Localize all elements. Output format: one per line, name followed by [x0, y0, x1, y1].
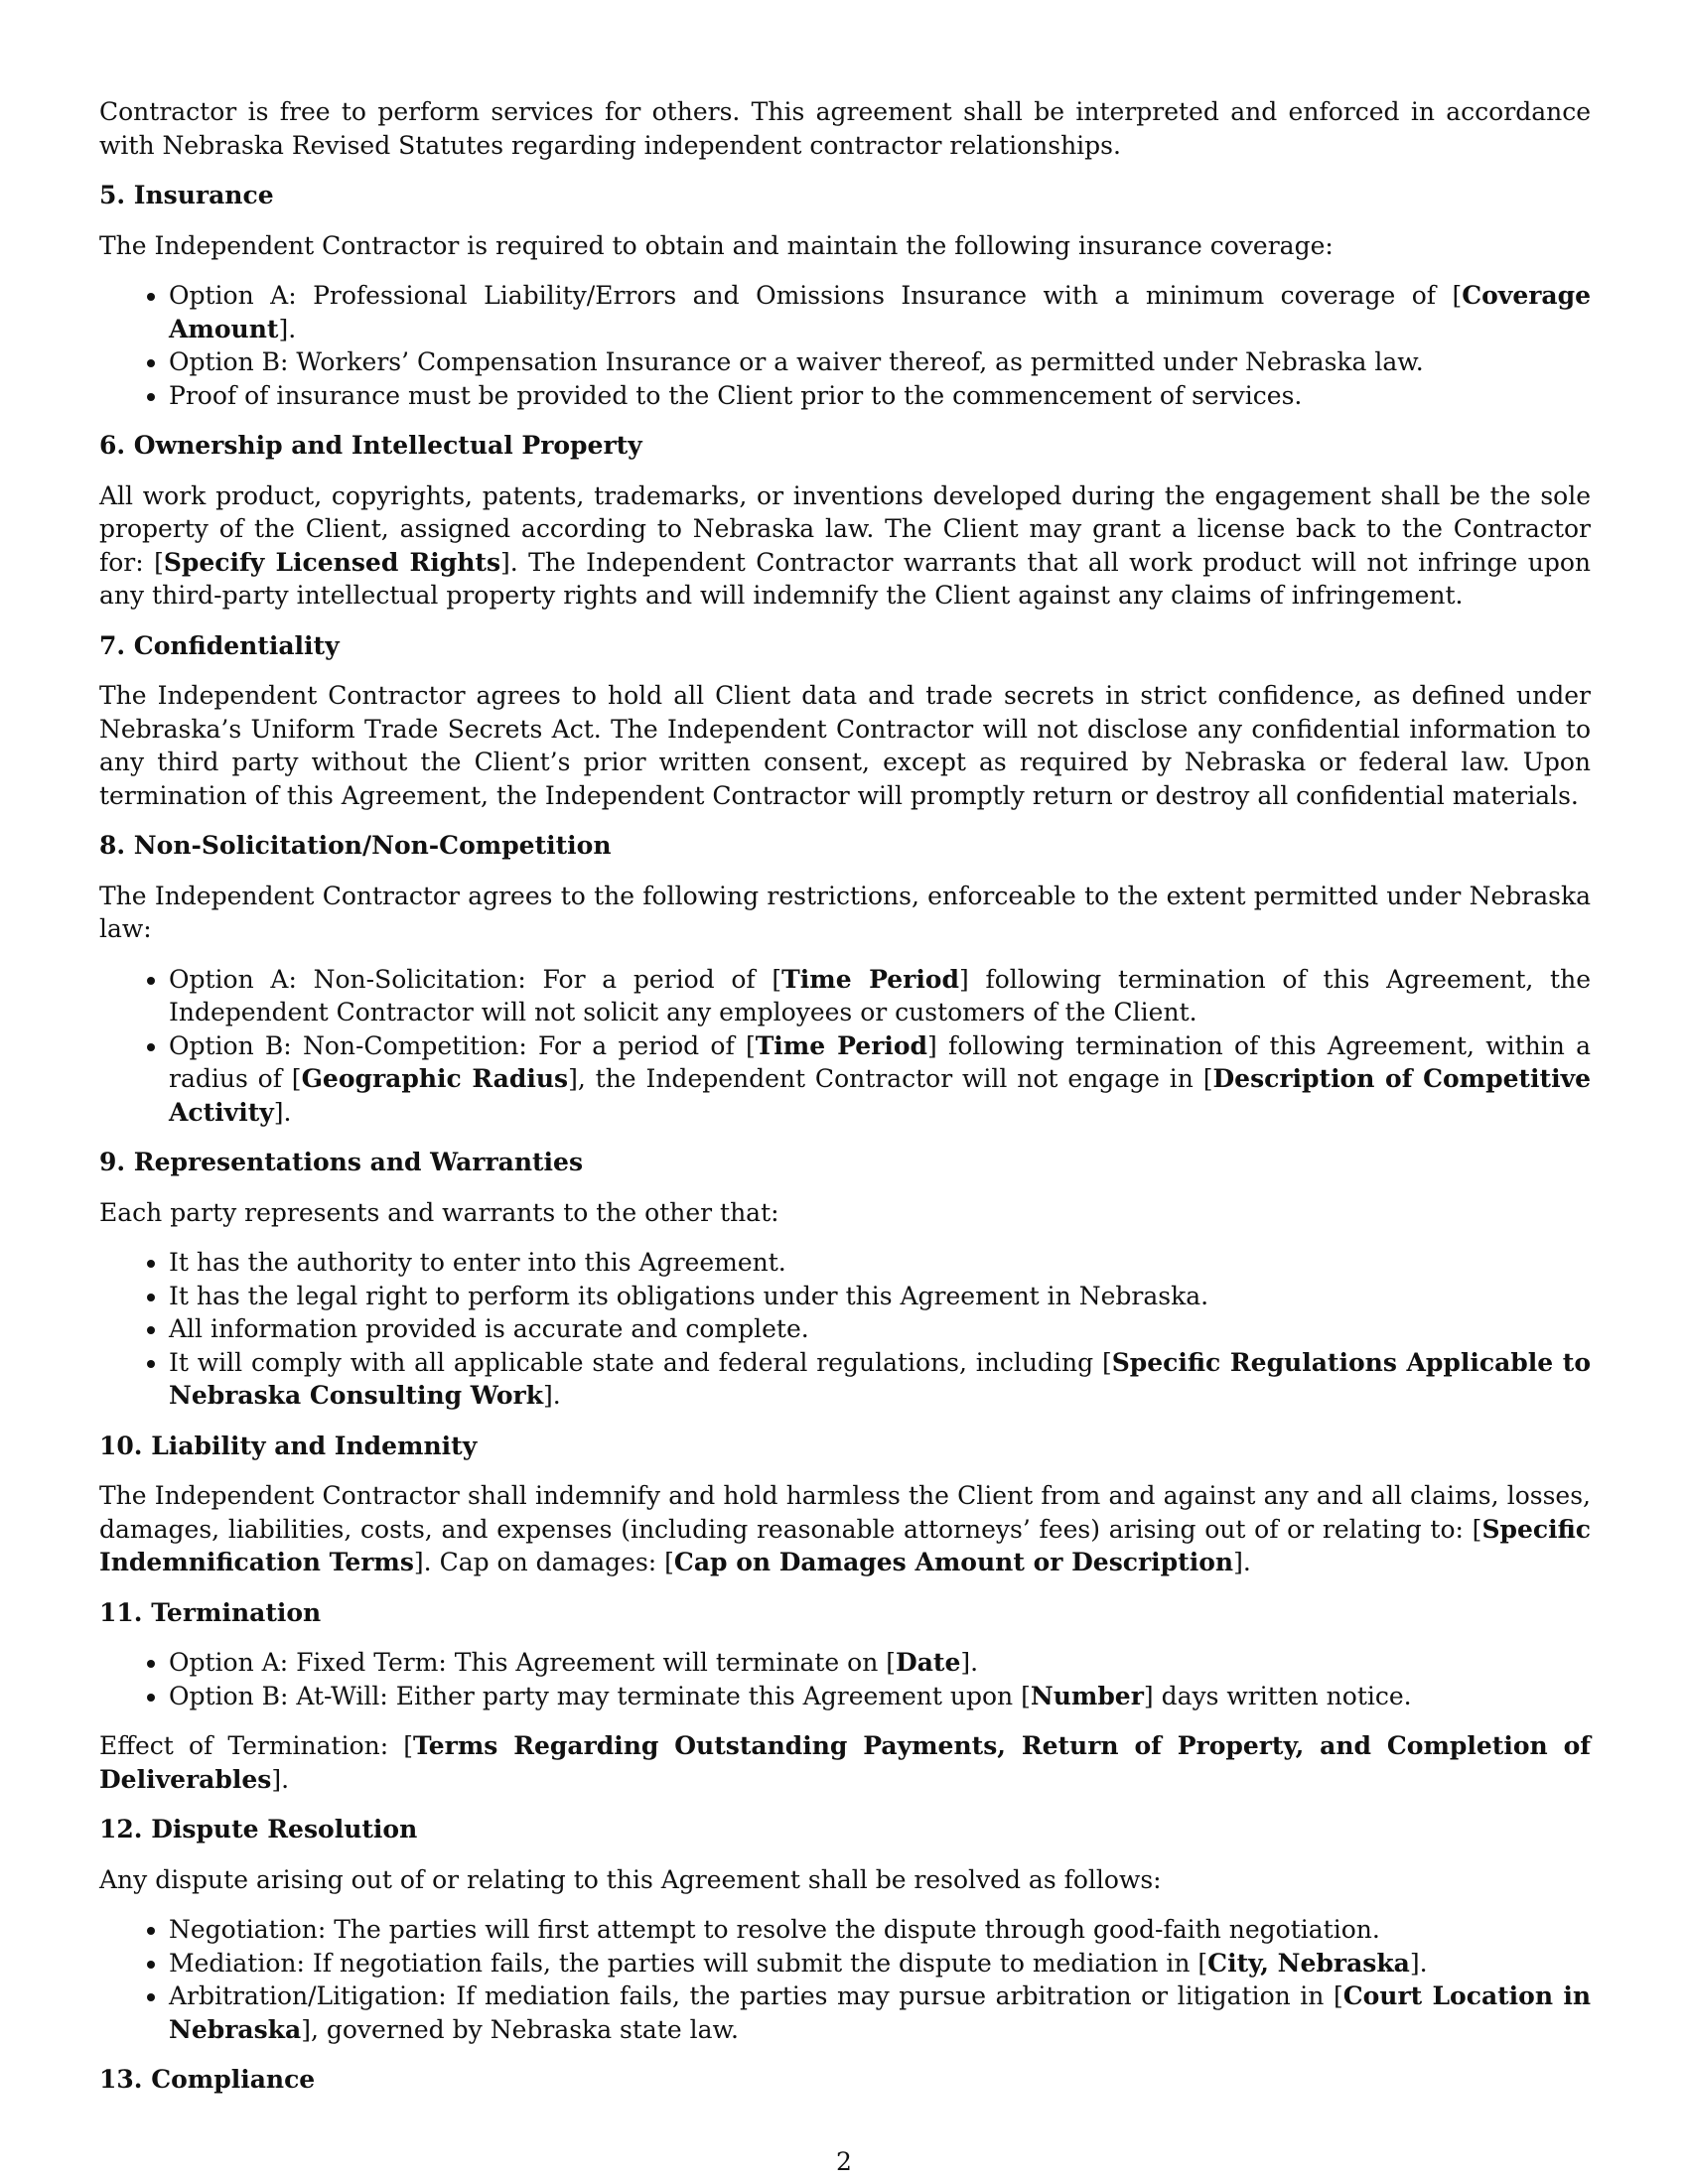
- text-run: It has the legal right to perform its obligations under this Agreement in Nebraska.: [169, 1281, 1209, 1310]
- bullet-list: [99, 1246, 1591, 1413]
- text-run: ], governed by Nebraska state law.: [301, 2014, 739, 2044]
- placeholder-field: Specific Regulations Applicable to Nebraska Consulting Work: [169, 1347, 1591, 1410]
- text-run: It has the authority to enter into this Agreement.: [169, 1248, 786, 1277]
- text-run: ].: [273, 1097, 292, 1127]
- list-item: [169, 1346, 1591, 1413]
- list-item: [169, 1680, 1591, 1713]
- placeholder-field: Specify Licensed Rights: [163, 547, 501, 577]
- text-run: Effect of Termination: [: [99, 1731, 414, 1760]
- text-run: ].: [1409, 1948, 1428, 1978]
- text-run: Option B: Non-Competition: For a period of [: [169, 1030, 756, 1060]
- text-run: The Independent Contractor is required to obtain and maintain the following insurance coverage:: [99, 230, 1334, 260]
- paragraph: [99, 229, 1591, 263]
- list-item: [169, 1246, 1591, 1280]
- bullet-list: [99, 1646, 1591, 1712]
- bullet-list: [99, 1913, 1591, 2046]
- paragraph: [99, 880, 1591, 946]
- list-item: [169, 1646, 1591, 1680]
- text-run: All work product, copyrights, patents, trademarks, or inventions developed during the engagement shall be the sole property of the Client, assigned according to Nebraska law. The Client may grant a license back to the Contractor for: [: [99, 480, 1591, 577]
- placeholder-field: Description of Competitive Activity: [169, 1064, 1591, 1127]
- placeholder-field: Number: [1030, 1681, 1144, 1710]
- text-run: ].: [960, 1648, 979, 1677]
- paragraph: [99, 1863, 1591, 1897]
- list-item: [169, 1280, 1591, 1313]
- text-run: It will comply with all applicable state and federal regulations, including [: [169, 1347, 1112, 1377]
- section-heading: 9. Representations and Warranties: [99, 1148, 584, 1176]
- intro-paragraph: Contractor is free to perform services for others. This agreement shall be interpreted and enforced in accordance with Nebraska Revised Statutes regarding independent contractor relationships.: [99, 97, 1591, 160]
- text-run: Each party represents and warrants to the other that:: [99, 1197, 779, 1227]
- section: [99, 1430, 1591, 1579]
- list-item: [169, 345, 1591, 379]
- text-run: ].: [278, 314, 297, 343]
- placeholder-field: Date: [896, 1648, 961, 1677]
- list-item: [169, 1913, 1591, 1947]
- text-run: ]. Cap on damages: [: [413, 1548, 674, 1576]
- text-run: The Independent Contractor shall indemnify and hold harmless the Client from and against any and all claims, losses, damages, liabilities, costs, and expenses (including reasonable attorneys’ fees) arising out of or relating to: [: [99, 1481, 1591, 1544]
- bullet-list: [99, 279, 1591, 412]
- list-item: [169, 1947, 1591, 1980]
- placeholder-field: Court Location in Nebraska: [169, 1981, 1591, 2044]
- text-run: Mediation: If negotiation fails, the parties will submit the dispute to mediation in [: [169, 1948, 1208, 1978]
- section-heading: 11. Termination: [99, 1597, 322, 1627]
- text-run: Negotiation: The parties will first attempt to resolve the dispute through good-faith negotiation.: [169, 1915, 1380, 1944]
- text-run: All information provided is accurate and complete.: [169, 1314, 809, 1343]
- list-item: [169, 379, 1591, 413]
- section: [99, 1813, 1591, 2046]
- text-run: ], the Independent Contractor will not engage in [: [568, 1064, 1213, 1093]
- list-item: [169, 1312, 1591, 1346]
- text-run: The Independent Contractor agrees to hold all Client data and trade secrets in strict confidence, as defined under Nebraska’s Uniform Trade Secrets Act. The Independent Contractor will not disclose any confidential information to any third party without the Client’s prior written consent, except as required by Nebraska or federal law. Upon termination of this Agreement, the Independent Contractor will promptly return or destroy all confidential materials.: [99, 681, 1591, 810]
- list-item: [169, 1979, 1591, 2046]
- section: [99, 2063, 1591, 2097]
- paragraph: [99, 1729, 1591, 1796]
- placeholder-field: City, Nebraska: [1207, 1948, 1410, 1978]
- section-heading: 6. Ownership and Intellectual Property: [99, 431, 642, 460]
- section: [99, 179, 1591, 412]
- text-run: Arbitration/Litigation: If mediation fails, the parties may pursue arbitration or litigation in [: [169, 1981, 1343, 2010]
- text-run: ].: [543, 1381, 561, 1410]
- list-item: [169, 963, 1591, 1029]
- text-run: Any dispute arising out of or relating to this Agreement shall be resolved as follows:: [99, 1864, 1162, 1894]
- text-run: ]. The Independent Contractor warrants that all work product will not infringe upon any third-party intellectual property rights and will indemnify the Client against any claims of infringement.: [99, 547, 1591, 610]
- paragraph: [99, 1479, 1591, 1579]
- paragraph: [99, 1196, 1591, 1230]
- section-heading: 8. Non-Solicitation/Non-Competition: [99, 831, 612, 860]
- section-heading: 13. Compliance: [99, 2065, 316, 2094]
- placeholder-field: Specific Indemnification Terms: [99, 1514, 1591, 1576]
- text-run: Option A: Professional Liability/Errors and Omissions Insurance with a minimum coverage of [: [169, 281, 1463, 310]
- list-item: [169, 1029, 1591, 1130]
- placeholder-field: Time Period: [755, 1030, 928, 1060]
- placeholder-field: Geographic Radius: [301, 1064, 569, 1093]
- placeholder-field: Terms Regarding Outstanding Payments, Return of Property, and Completion of Deliverables: [99, 1731, 1591, 1794]
- section-heading: 10. Liability and Indemnity: [99, 1431, 478, 1460]
- section: [99, 1146, 1591, 1413]
- section: [99, 429, 1591, 613]
- section-heading: 7. Confidentiality: [99, 630, 340, 660]
- section: [99, 1596, 1591, 1797]
- text-run: Option B: Workers’ Compensation Insurance or a waiver thereof, as permitted under Nebraska law.: [169, 347, 1424, 376]
- document-page: [99, 95, 1591, 2114]
- text-run: Proof of insurance must be provided to the Client prior to the commencement of services.: [169, 380, 1303, 410]
- placeholder-field: Coverage Amount: [169, 281, 1591, 343]
- text-run: ] following termination of this Agreement, within a radius of [: [169, 1030, 1591, 1093]
- paragraph: [99, 479, 1591, 613]
- text-run: Option A: Fixed Term: This Agreement will terminate on [: [169, 1648, 897, 1677]
- placeholder-field: Time Period: [781, 964, 959, 994]
- text-run: Option A: Non-Solicitation: For a period of [: [169, 964, 782, 994]
- text-run: The Independent Contractor agrees to the following restrictions, enforceable to the extent permitted under Nebraska law:: [99, 881, 1591, 943]
- placeholder-field: Cap on Damages Amount or Description: [673, 1548, 1234, 1576]
- text-run: ] days written notice.: [1143, 1681, 1412, 1710]
- section: [99, 829, 1591, 1129]
- text-run: ].: [271, 1764, 290, 1794]
- page-number: 2: [836, 2147, 852, 2176]
- section-heading: 12. Dispute Resolution: [99, 1815, 418, 1843]
- sections-container: [99, 179, 1591, 2097]
- text-run: Option B: At-Will: Either party may terminate this Agreement upon [: [169, 1681, 1031, 1710]
- section: [99, 629, 1591, 813]
- section-heading: 5. Insurance: [99, 181, 274, 209]
- list-item: [169, 279, 1591, 345]
- bullet-list: [99, 963, 1591, 1130]
- paragraph: [99, 679, 1591, 812]
- text-run: ] following termination of this Agreement, the Independent Contractor will not solicit any employees or customers of the Client.: [169, 964, 1591, 1026]
- text-run: ].: [1233, 1548, 1251, 1576]
